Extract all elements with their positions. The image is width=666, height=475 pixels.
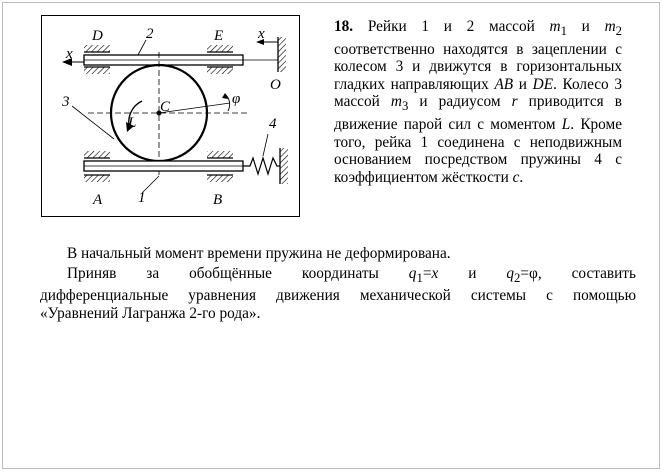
statement-end: . — [519, 168, 524, 186]
label-x-left: x — [66, 46, 73, 62]
statement-and-2: и — [513, 75, 533, 93]
statement-text-1: Рейки 1 и 2 массой — [353, 18, 550, 35]
label-A: A — [93, 192, 103, 208]
label-D: D — [92, 28, 103, 44]
symbol-q2-sub: 2 — [514, 271, 521, 286]
symbol-r: r — [511, 93, 518, 111]
statement-text-3: . Колесо 3 массой — [334, 75, 622, 111]
wall-O — [243, 37, 286, 72]
label-2: 2 — [146, 26, 154, 42]
label-L: L — [128, 115, 137, 131]
task-line-2: дифференциальные уравнения движения механической системы с помощью — [40, 287, 636, 305]
mechanism-drawing — [42, 16, 300, 217]
label-phi: φ — [232, 91, 241, 107]
label-1: 1 — [138, 190, 146, 206]
symbol-DE: DE — [532, 75, 554, 93]
symbol-c: c — [512, 168, 520, 186]
statement-text-2: соответственно находятся в зацеплении с колесом 3 и движутся в горизонтальных гладких направляющих — [334, 40, 622, 93]
initial-condition-text: В начальный момент времени пружина не деформирована. — [67, 245, 451, 262]
label-E: E — [214, 28, 224, 44]
rack-2 — [84, 55, 243, 65]
symbol-m3: m — [390, 93, 402, 111]
task-line-3: «Уравнений Лагранжа 2-го рода». — [40, 305, 261, 323]
leader-2 — [138, 40, 146, 55]
statement-text-5: приводится в движение парой сил с моментом — [334, 93, 622, 134]
problem-statement — [334, 18, 622, 186]
label-4: 4 — [269, 116, 277, 132]
symbol-q1: q — [408, 265, 417, 282]
task-part-2: составить — [541, 265, 636, 282]
spring-4 — [243, 134, 288, 184]
problem-number: 18. — [334, 18, 354, 35]
label-x-right: x — [258, 26, 265, 42]
task-part-1: Приняв за обобщённые координаты — [67, 265, 409, 282]
symbol-m3-sub: 3 — [401, 99, 409, 114]
label-O: O — [270, 77, 281, 93]
leader-3 — [72, 106, 114, 139]
mechanism-figure — [41, 15, 300, 217]
task-line-1 — [40, 265, 636, 287]
symbol-m1-sub: 1 — [560, 24, 567, 39]
symbol-q2-eq: =φ, — [520, 265, 542, 282]
task-and: и — [438, 265, 507, 282]
rack-1 — [84, 161, 243, 171]
symbol-AB: AB — [494, 75, 514, 93]
symbol-q1-sub: 1 — [416, 271, 423, 286]
statement-text-6: . Кроме того, рейка 1 соединена с неподвижным основанием посредством пружины 4 с коэффициентом жёсткости — [334, 116, 623, 186]
label-3: 3 — [62, 94, 70, 110]
symbol-m1: m — [549, 18, 561, 35]
symbol-q1-eq: = — [422, 265, 432, 282]
statement-text-4: и радиусом — [408, 93, 512, 111]
statement-and-1: и — [566, 18, 605, 35]
label-B: B — [213, 192, 223, 208]
symbol-m2: m — [604, 18, 616, 35]
symbol-m2-sub: 2 — [615, 24, 623, 39]
symbol-x: x — [431, 265, 439, 282]
symbol-q2: q — [506, 265, 515, 282]
symbol-L: L — [561, 116, 571, 134]
label-C: C — [160, 99, 171, 115]
task-text — [40, 265, 636, 323]
